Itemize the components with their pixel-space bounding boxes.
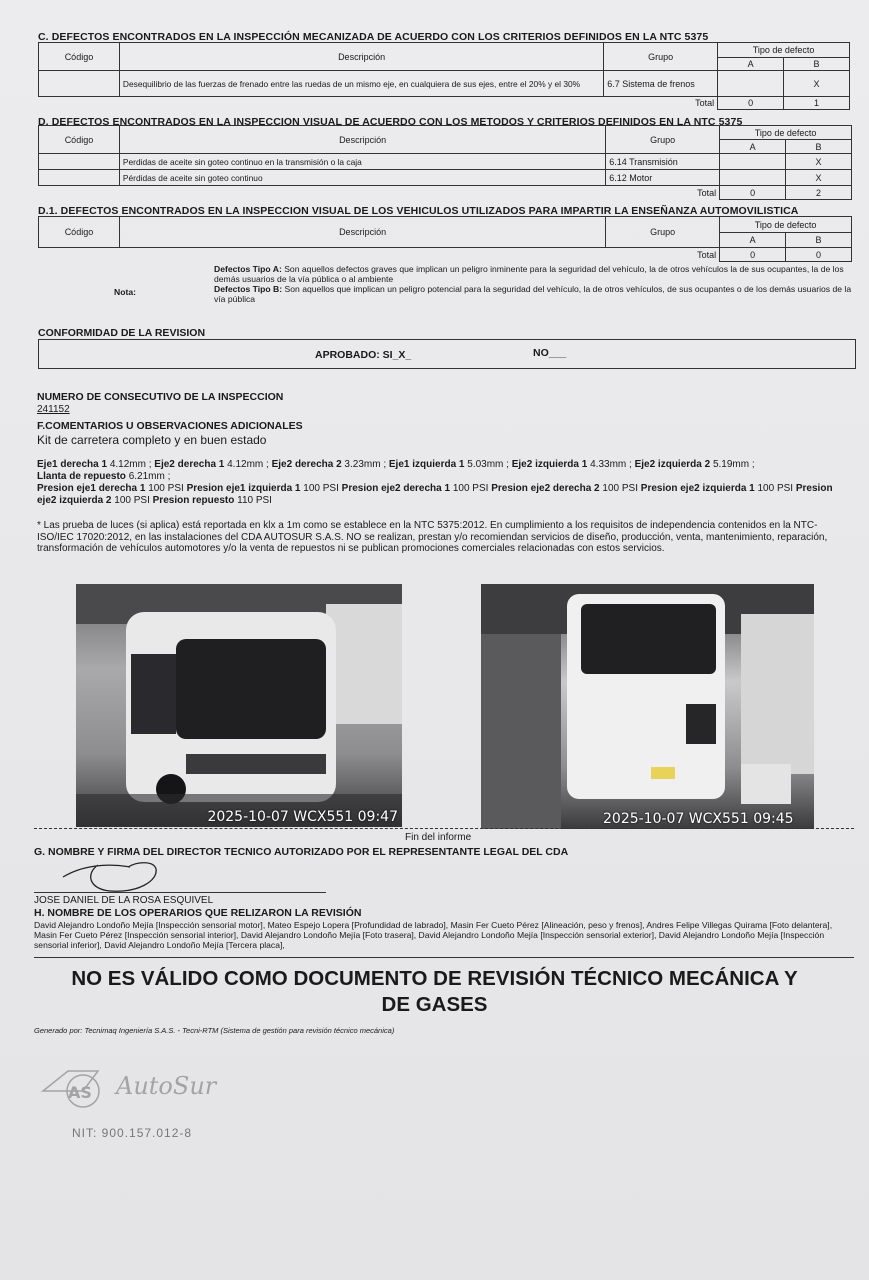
presion-value: 100 PSI xyxy=(114,495,150,506)
eje-label: Eje2 derecha 1 xyxy=(154,459,225,470)
total-a: 0 xyxy=(720,248,786,262)
section-c-title: C. DEFECTOS ENCONTRADOS EN LA INSPECCIÓN MECANIZADA DE ACUERDO CON LOS CRITERIOS DEFINIDOS EN LA NTC 5375 xyxy=(38,31,709,43)
table-row xyxy=(39,154,852,170)
section-d1-table xyxy=(38,216,852,262)
header-codigo: Código xyxy=(39,217,120,248)
tipo-a-label: Defectos Tipo A: xyxy=(214,264,282,274)
presion-value: 110 PSI xyxy=(237,495,272,506)
aprobado-status: APROBADO: SI_X_ xyxy=(315,349,412,361)
eje-label: Eje2 izquierda 1 xyxy=(511,459,588,470)
generated-by-note: Generado por: Tecnimaq Ingeniería S.A.S. - Tecni-RTM (Sistema de gestión para revisión técnico mecánica) xyxy=(34,1026,395,1035)
row-grupo: 6.14 Transmisión xyxy=(606,154,720,170)
section-d-table xyxy=(38,125,852,200)
total-a: 0 xyxy=(720,186,786,200)
row-a xyxy=(720,154,786,170)
front-photo-timestamp: 2025-10-07 WCX551 09:47 xyxy=(207,809,398,825)
nota-label: Nota: xyxy=(114,287,136,297)
svg-text:AutoSur: AutoSur xyxy=(116,1072,217,1100)
presion-value: 100 PSI xyxy=(148,483,184,494)
row-b: X xyxy=(786,170,852,186)
presion-label: Presion eje1 derecha 1 xyxy=(37,483,146,494)
director-title: G. NOMBRE Y FIRMA DEL DIRECTOR TECNICO AUTORIZADO POR EL REPRESENTANTE LEGAL DEL CDA xyxy=(34,846,569,858)
svg-text:AS: AS xyxy=(68,1083,92,1102)
operarios-list: David Alejandro Londoño Mejía [Inspección sensorial motor], Mateo Espejo Lopera [Profundidad de labrado], Masin Fer Cueto Pérez [Alineación, peso y frenos], Andres Felipe Villegas Quirama [Foto delantera], Masin Fer Cueto Pérez [Inspección sensorial interior], David Alejandro Londoño Mejía [Foto trasera], David Alejandro Londoño Mejía [Inspección sensorial exterior], David Alejandro Londoño Mejía [Inspección sensorial inferior], David Alejandro Londoño Mejía [Tercera placa], xyxy=(34,920,833,950)
conformidad-title: CONFORMIDAD DE LA REVISION xyxy=(38,327,206,339)
table-row xyxy=(39,71,850,97)
total-b: 2 xyxy=(786,186,852,200)
header-grupo: Grupo xyxy=(606,217,720,248)
ejes-measurements xyxy=(37,459,849,507)
kit-comment: Kit de carretera completo y en buen estado xyxy=(37,433,267,447)
independence-disclaimer: * Las prueba de luces (si aplica) está reportada en klx a 1m como se establece en la NTC 5375:2012. En cumplimiento a los requisitos de independencia contenidos en la NTC-ISO/IEC 17020:2012, en las instalaciones del CDA AUTOSUR S.A.S. NO se realizan, prestan y/o recomiendan servicios de diseño, producción, venta, mantenimiento, reparación, transformación de vehículos automotores y/o la venta de repuestos ni se publican promociones comerciales relacionadas con estos servicios. xyxy=(37,520,828,554)
eje-value: 4.12mm ; xyxy=(109,459,152,470)
consecutivo-title: NUMERO DE CONSECUTIVO DE LA INSPECCION xyxy=(37,391,284,403)
operarios-title: H. NOMBRE DE LOS OPERARIOS QUE RELIZARON LA REVISIÓN xyxy=(34,907,362,919)
presion-label: Presion eje2 derecha 1 xyxy=(341,483,451,494)
rear-photo-timestamp: 2025-10-07 WCX551 09:45 xyxy=(603,811,794,827)
comentarios-title: F.COMENTARIOS U OBSERVACIONES ADICIONALES xyxy=(37,420,303,432)
nota-tipo-b xyxy=(214,284,856,304)
presion-label: Presion eje1 izquierda 1 xyxy=(186,483,301,494)
header-tipo-defecto: Tipo de defecto xyxy=(720,217,852,233)
header-descripcion: Descripción xyxy=(119,43,603,71)
row-a xyxy=(718,71,784,97)
eje-value: 5.03mm ; xyxy=(467,459,509,470)
presion-label: Presion eje2 izquierda 1 xyxy=(640,483,755,494)
row-descripcion: Perdidas de aceite sin goteo continuo en la transmisión o la caja xyxy=(119,154,605,170)
header-tipo-defecto: Tipo de defecto xyxy=(720,126,852,140)
signature-line xyxy=(34,892,326,893)
header-descripcion: Descripción xyxy=(119,217,605,248)
rear-vehicle-photo xyxy=(481,584,814,829)
section-d1-title: D.1. DEFECTOS ENCONTRADOS EN LA INSPECCION VISUAL DE LOS VEHICULOS UTILIZADOS PARA IMPARTIR LA ENSEÑANZA AUTOMOVILISTICA xyxy=(38,205,799,217)
autosur-seal-logo xyxy=(38,1066,238,1126)
nota-tipo-a xyxy=(214,264,856,284)
header-b: B xyxy=(784,58,850,71)
dashed-divider xyxy=(34,828,854,829)
header-b: B xyxy=(786,140,852,154)
header-tipo-defecto: Tipo de defecto xyxy=(718,43,850,58)
eje-label: Eje1 derecha 1 xyxy=(37,459,108,470)
eje-value: 4.33mm ; xyxy=(590,459,632,470)
row-b: X xyxy=(786,154,852,170)
tipo-b-text: Son aquellos que implican un peligro potencial para la seguridad del vehículo, la de otros vehículos, de sus ocupantes o de los demás usuarios de la vía pública xyxy=(214,284,852,304)
header-grupo: Grupo xyxy=(606,126,720,154)
total-label: Total xyxy=(697,249,717,260)
row-grupo: 6.7 Sistema de frenos xyxy=(604,71,718,97)
eje-label: Eje2 derecha 2 xyxy=(271,459,342,470)
presion-value: 100 PSI xyxy=(303,483,339,494)
fin-del-informe: Fin del informe xyxy=(405,832,472,843)
section-c-table xyxy=(38,42,850,110)
row-codigo xyxy=(39,71,120,97)
presion-label: Presion eje2 izquierda 2 xyxy=(37,483,833,506)
total-label: Total xyxy=(695,98,715,109)
row-a xyxy=(720,170,786,186)
eje-value: 6.21mm ; xyxy=(128,471,171,482)
autosur-logo-icon xyxy=(38,1066,238,1126)
row-codigo xyxy=(39,154,120,170)
presion-value: 100 PSI xyxy=(452,483,489,494)
header-a: A xyxy=(720,233,786,248)
total-b: 0 xyxy=(786,248,852,262)
section-d-title: D. DEFECTOS ENCONTRADOS EN LA INSPECCION VISUAL DE ACUERDO CON LOS METODOS Y CRITERIOS DEFINIDOS EN LA NTC 5375 xyxy=(38,116,743,128)
director-name: JOSE DANIEL DE LA ROSA ESQUIVEL xyxy=(34,895,214,906)
bus-front-image xyxy=(76,584,402,827)
row-b: X xyxy=(784,71,850,97)
header-grupo: Grupo xyxy=(604,43,718,71)
conformidad-box xyxy=(38,339,856,369)
total-label: Total xyxy=(697,187,717,198)
eje-label: Eje2 izquierda 2 xyxy=(634,459,711,470)
no-status: NO___ xyxy=(533,347,567,359)
eje-label: Eje1 izquierda 1 xyxy=(388,459,465,470)
section-divider xyxy=(34,957,854,958)
eje-value: 4.12mm ; xyxy=(227,459,269,470)
bus-rear-image xyxy=(481,584,814,829)
row-descripcion: Pérdidas de aceite sin goteo continuo xyxy=(119,170,605,186)
tipo-b-label: Defectos Tipo B: xyxy=(214,284,283,294)
nit-number: NIT: 900.157.012-8 xyxy=(72,1126,193,1140)
invalid-document-warning xyxy=(0,966,869,1018)
consecutivo-number: 241152 xyxy=(37,404,70,415)
eje-label: Llanta de repuesto xyxy=(37,471,126,482)
presion-value: 100 PSI xyxy=(757,483,794,494)
row-descripcion: Desequilibrio de las fuerzas de frenado entre las ruedas de un mismo eje, en cualquiera de sus ejes, entre el 20% y el 30% xyxy=(119,71,603,97)
table-row xyxy=(39,170,852,186)
header-codigo: Código xyxy=(39,126,120,154)
presion-value: 100 PSI xyxy=(602,483,638,494)
header-a: A xyxy=(720,140,786,154)
presion-label: Presion repuesto xyxy=(152,495,235,506)
header-codigo: Código xyxy=(39,43,120,71)
eje-value: 3.23mm ; xyxy=(344,459,387,470)
header-b: B xyxy=(786,233,852,248)
total-b: 1 xyxy=(784,97,850,110)
warning-line-1: NO ES VÁLIDO COMO DOCUMENTO DE REVISIÓN TÉCNICO MECÁNICA Y xyxy=(71,967,798,990)
tipo-a-text: Son aquellos defectos graves que implican un peligro inminente para la seguridad del vehículo, la de otros vehículos la de sus ocupantes, la de los demás usuarios de la vía pública o al ambiente xyxy=(214,264,844,284)
header-descripcion: Descripción xyxy=(119,126,605,154)
warning-line-2: DE GASES xyxy=(381,993,488,1016)
eje-value: 5.19mm ; xyxy=(712,459,755,470)
row-codigo xyxy=(39,170,120,186)
presion-label: Presion eje2 derecha 2 xyxy=(491,483,600,494)
row-grupo: 6.12 Motor xyxy=(606,170,720,186)
front-vehicle-photo xyxy=(76,584,402,827)
director-signature xyxy=(58,855,168,897)
header-a: A xyxy=(718,58,784,71)
total-a: 0 xyxy=(718,97,784,110)
